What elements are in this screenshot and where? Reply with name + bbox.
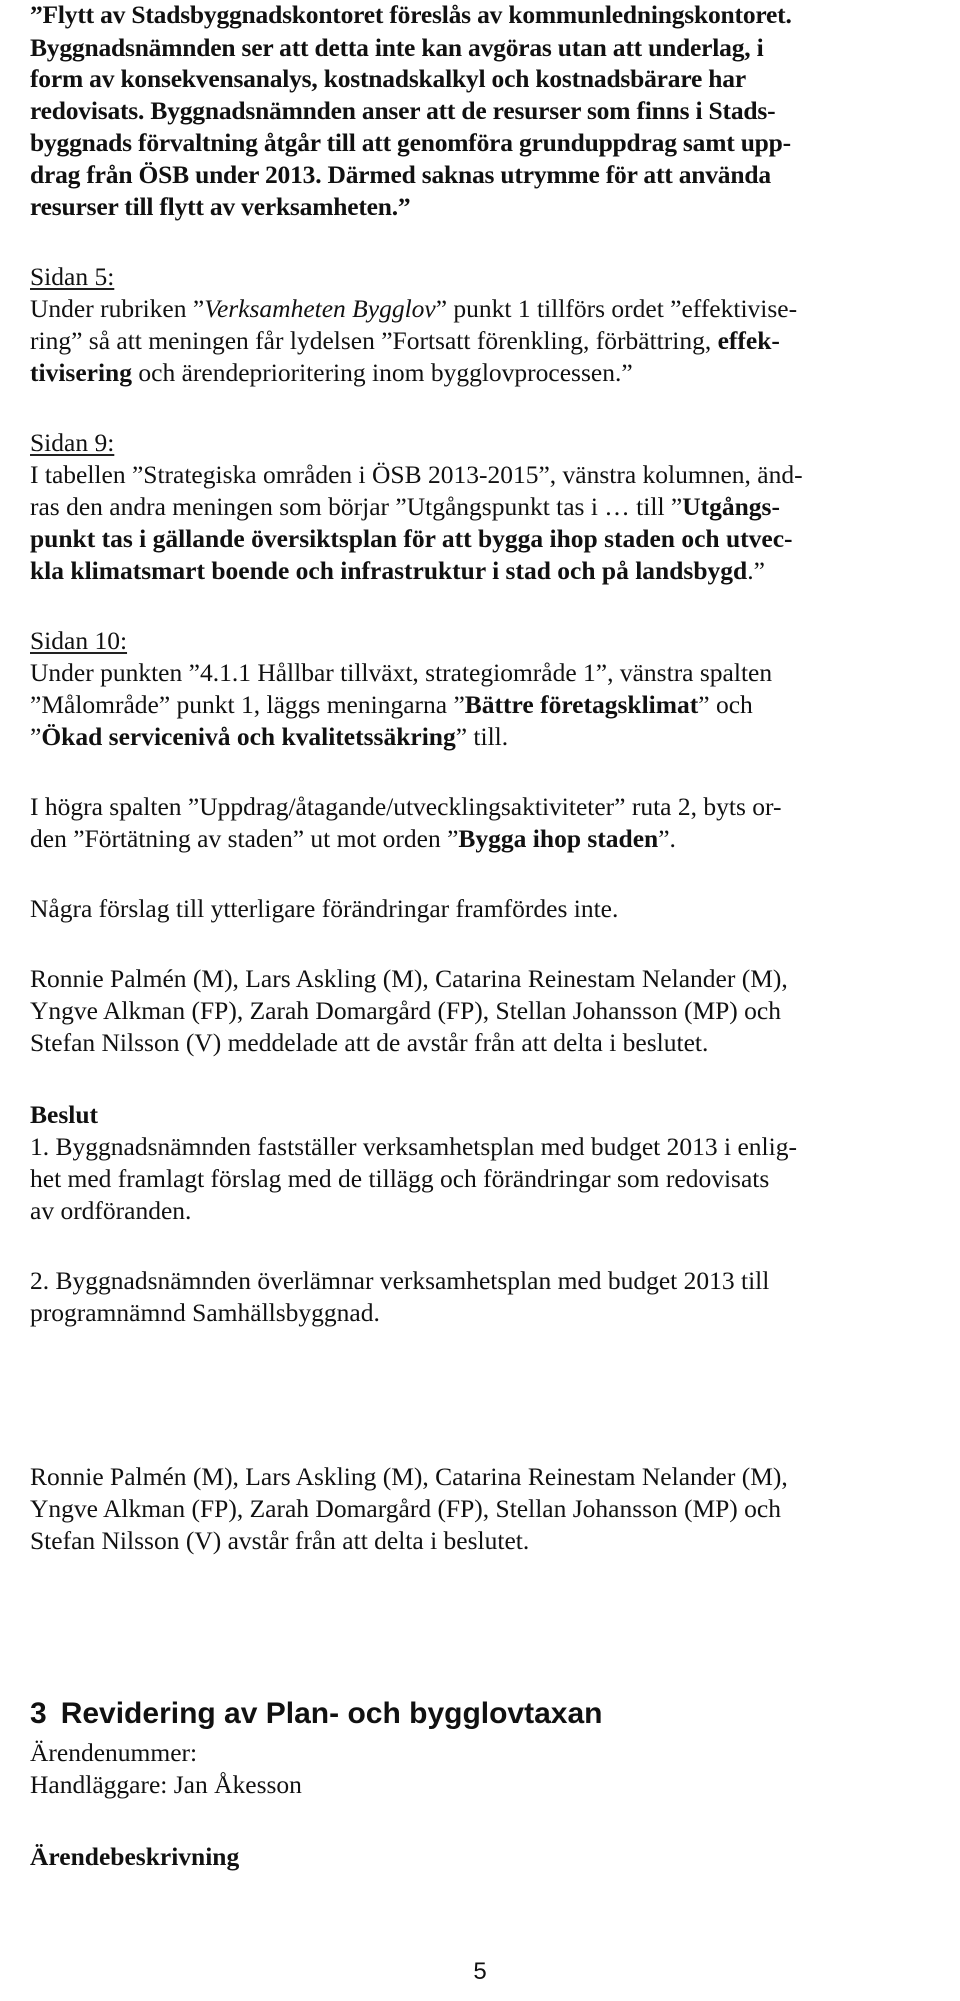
sidan5-line-2 bbox=[30, 326, 780, 356]
beslut-p2-line-1: 2. Byggnadsnämnden överlämnar verksamhetsplan med budget 2013 till bbox=[30, 1266, 770, 1295]
beslut-p1-line-1: 1. Byggnadsnämnden fastställer verksamhetsplan med budget 2013 i enlig- bbox=[30, 1132, 797, 1161]
abstain1-line-1: Ronnie Palmén (M), Lars Askling (M), Catarina Reinestam Nelander (M), bbox=[30, 964, 788, 993]
bold-span: kla klimatsmart boende och infrastruktur i stad och på landsbygd bbox=[30, 556, 748, 585]
sidan5-heading: Sidan 5: bbox=[30, 262, 115, 291]
text-span: och ärendeprioritering inom bygglovprocessen.” bbox=[132, 358, 633, 387]
sidan9-line-2 bbox=[30, 492, 780, 522]
abstain2-line-1: Ronnie Palmén (M), Lars Askling (M), Catarina Reinestam Nelander (M), bbox=[30, 1462, 788, 1491]
section-3-heading bbox=[30, 1695, 603, 1733]
no-further-proposals: Några förslag till ytterligare förändringar framfördes inte. bbox=[30, 894, 619, 923]
sidan10-line-3 bbox=[30, 722, 508, 752]
text-span: ras den andra meningen som börjar ”Utgångspunkt tas i … till ” bbox=[30, 492, 683, 521]
sidan5-line-1 bbox=[30, 294, 797, 324]
italic-span: Verksamheten Bygglov bbox=[204, 294, 436, 323]
text-span: ”. bbox=[658, 824, 676, 853]
abstain1-line-3: Stefan Nilsson (V) meddelade att de avstår från att delta i beslutet. bbox=[30, 1028, 709, 1057]
intro-line-7: resurser till flytt av verksamheten.” bbox=[30, 192, 411, 221]
abstain2-line-2: Yngve Alkman (FP), Zarah Domargård (FP), Stellan Johansson (MP) och bbox=[30, 1494, 781, 1523]
page-number: 5 bbox=[473, 1958, 487, 1985]
bold-span: Ökad servicenivå och kvalitetssäkring bbox=[41, 722, 456, 751]
sidan9-heading: Sidan 9: bbox=[30, 428, 115, 457]
text-span: ” och bbox=[698, 690, 753, 719]
bold-span: tivisering bbox=[30, 358, 132, 387]
intro-line-6: drag från ÖSB under 2013. Därmed saknas utrymme för att använda bbox=[30, 160, 771, 189]
bold-span: effek- bbox=[717, 326, 780, 355]
intro-line-4: redovisats. Byggnadsnämnden anser att de resurser som finns i Stads- bbox=[30, 96, 776, 125]
bold-span: Bättre företagsklimat bbox=[464, 690, 699, 719]
text-span: den ”Förtätning av staden” ut mot orden ” bbox=[30, 824, 459, 853]
section-number: 3 bbox=[30, 1697, 47, 1730]
handlaggare-label: Handläggare: Jan Åkesson bbox=[30, 1770, 302, 1799]
arendebeskrivning-heading: Ärendebeskrivning bbox=[30, 1842, 240, 1871]
sidan10-line-2 bbox=[30, 690, 753, 720]
bold-span: Utgångs- bbox=[682, 492, 780, 521]
intro-line-1: ”Flytt av Stadsbyggnadskontoret föreslås av kommunledningskontoret. bbox=[30, 0, 792, 29]
text-span: .” bbox=[747, 556, 765, 585]
beslut-p1-line-3: av ordföranden. bbox=[30, 1196, 192, 1225]
beslut-p2-line-2: programnämnd Samhällsbyggnad. bbox=[30, 1298, 380, 1327]
arendenummer-label: Ärendenummer: bbox=[30, 1738, 198, 1767]
text-span: Under rubriken ” bbox=[30, 294, 205, 323]
intro-line-5: byggnads förvaltning åtgår till att genomföra grunduppdrag samt upp- bbox=[30, 128, 791, 157]
bold-span: Bygga ihop staden bbox=[458, 824, 659, 853]
text-span: ” bbox=[30, 722, 42, 751]
sidan9-line-1: I tabellen ”Strategiska områden i ÖSB 2013-2015”, vänstra kolumnen, änd- bbox=[30, 460, 803, 489]
section-title: Revidering av Plan- och bygglovtaxan bbox=[60, 1697, 603, 1730]
text-span: ring” så att meningen får lydelsen ”Fortsatt förenkling, förbättring, bbox=[30, 326, 718, 355]
intro-line-3: form av konsekvensanalys, kostnadskalkyl och kostnadsbärare har bbox=[30, 64, 746, 93]
abstain1-line-2: Yngve Alkman (FP), Zarah Domargård (FP), Stellan Johansson (MP) och bbox=[30, 996, 781, 1025]
text-span: ” till. bbox=[455, 722, 509, 751]
text-span: ”Målområde” punkt 1, läggs meningarna ” bbox=[30, 690, 465, 719]
sidan10-line-1: Under punkten ”4.1.1 Hållbar tillväxt, strategiområde 1”, vänstra spalten bbox=[30, 658, 773, 687]
hogra-line-1: I högra spalten ”Uppdrag/åtagande/utvecklingsaktiviteter” ruta 2, byts or- bbox=[30, 792, 782, 821]
beslut-p1-line-2: het med framlagt förslag med de tillägg och förändringar som redovisats bbox=[30, 1164, 770, 1193]
text-span: ” punkt 1 tillförs ordet ”effektivise- bbox=[435, 294, 798, 323]
sidan9-line-4 bbox=[30, 556, 765, 586]
intro-line-2: Byggnadsnämnden ser att detta inte kan avgöras utan att underlag, i bbox=[30, 33, 764, 62]
abstain2-line-3: Stefan Nilsson (V) avstår från att delta i beslutet. bbox=[30, 1526, 530, 1555]
beslut-heading: Beslut bbox=[30, 1100, 99, 1129]
sidan10-heading: Sidan 10: bbox=[30, 626, 128, 655]
sidan5-line-3 bbox=[30, 358, 633, 388]
hogra-line-2 bbox=[30, 824, 676, 854]
sidan9-line-3: punkt tas i gällande översiktsplan för att bygga ihop staden och utvec- bbox=[30, 524, 793, 553]
